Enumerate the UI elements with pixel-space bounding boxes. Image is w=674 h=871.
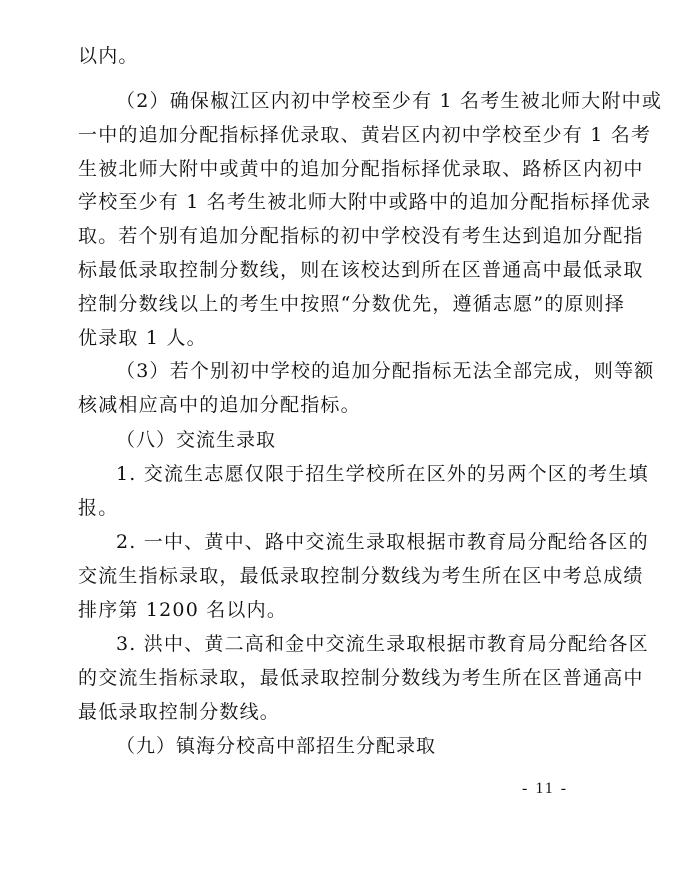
body-text-line: 2. 一中、黄中、路中交流生录取根据市教育局分配给各区的 <box>116 531 649 553</box>
body-text-line: （2）确保椒江区内初中学校至少有 1 名考生被北师大附中或 <box>116 90 663 112</box>
body-text-line: 排序第 1200 名以内。 <box>78 599 288 621</box>
section-heading: （九）镇海分校高中部招生分配录取 <box>116 735 437 757</box>
body-text-line: 核减相应高中的追加分配指标。 <box>78 394 361 416</box>
body-text-line: 优录取 1 人。 <box>78 327 207 349</box>
body-text-line: 最低录取控制分数线。 <box>78 701 281 723</box>
body-text-line: 标最低录取控制分数线，则在该校达到所在区普通高中最低录取 <box>78 259 644 281</box>
body-text-line: 生被北师大附中或黄中的追加分配指标择优录取、路桥区内初中 <box>78 158 644 180</box>
body-text-line: （3）若个别初中学校的追加分配指标无法全部完成，则等额 <box>116 360 655 382</box>
body-text-line: 以内。 <box>78 45 139 67</box>
body-text-line: 的交流生指标录取，最低录取控制分数线为考生所在区普通高中 <box>78 667 644 689</box>
body-text-line: 交流生指标录取，最低录取控制分数线为考生所在区中考总成绩 <box>78 565 644 587</box>
body-text-line: 报。 <box>78 497 119 519</box>
body-text-line: 一中的追加分配指标择优录取、黄岩区内初中学校至少有 1 名考 <box>78 124 652 146</box>
page-number: - 11 - <box>522 780 569 797</box>
body-text-line: 1. 交流生志愿仅限于招生学校所在区外的另两个区的考生填 <box>116 463 649 485</box>
body-text-line: 学校至少有 1 名考生被北师大附中或路中的追加分配指标择优录 <box>78 191 652 213</box>
body-text-line: 3. 洪中、黄二高和金中交流生录取根据市教育局分配给各区 <box>116 633 649 655</box>
section-heading: （八）交流生录取 <box>116 429 277 451</box>
body-text-line: 控制分数线以上的考生中按照“分数优先，遵循志愿”的原则择 <box>78 293 626 315</box>
body-text-line: 取。若个别有追加分配指标的初中学校没有考生达到追加分配指 <box>78 225 644 247</box>
